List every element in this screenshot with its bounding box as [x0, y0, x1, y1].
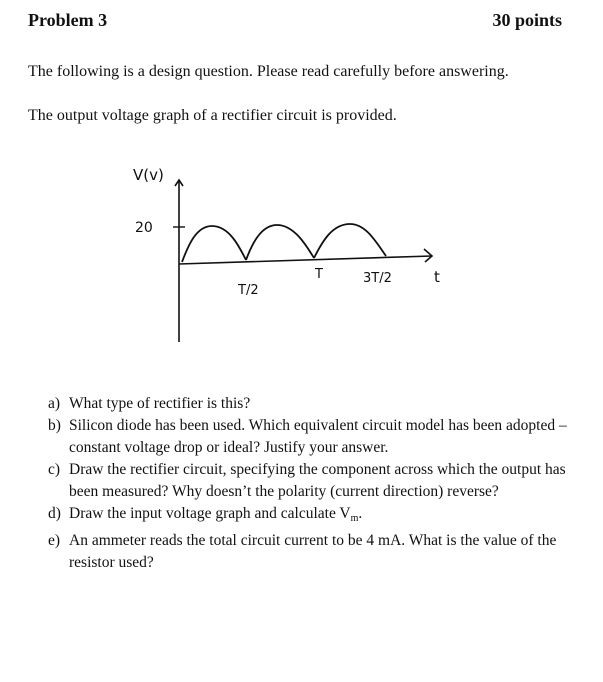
x-axis-arrow: [424, 249, 432, 262]
intro-line-2: The output voltage graph of a rectifier circuit is provided.: [28, 107, 397, 124]
hump-3: [314, 224, 386, 258]
question-letter: b): [48, 417, 61, 434]
question-letter: a): [48, 395, 61, 412]
question-letter: d): [48, 505, 61, 522]
x-tick-period: T: [315, 267, 323, 282]
question-text: Silicon diode has been used. Which equivalent circuit model has been adopted – constant voltage drop or ideal? Justify your answer.: [69, 417, 567, 456]
problem-title: Problem 3: [28, 10, 108, 30]
y-axis-label: V(v): [133, 166, 164, 184]
intro-line-1: The following is a design question. Please read carefully before answering.: [28, 63, 509, 80]
question-d: [48, 503, 573, 530]
question-b: [48, 415, 573, 459]
question-a: [48, 393, 573, 415]
x-axis-label: t: [434, 268, 440, 286]
x-tick-three-half-period: 3T/2: [363, 271, 392, 286]
question-tail: .: [358, 505, 363, 522]
question-e: [48, 530, 573, 574]
points-label: 30 points: [492, 10, 562, 30]
problem-header: [28, 10, 562, 34]
y-tick-label: 20: [135, 220, 153, 236]
y-axis-arrow: [175, 180, 183, 186]
hump-1: [182, 226, 246, 262]
question-letter: e): [48, 532, 61, 549]
question-text: What type of rectifier is this?: [69, 395, 251, 412]
question-letter: c): [48, 461, 61, 478]
x-axis: [179, 256, 432, 264]
question-text: Draw the rectifier circuit, specifying the component across which the output has been measured? Why doesn’t the polarity (current direction) reverse?: [69, 461, 566, 500]
question-text: Draw the input voltage graph and calculate V: [69, 505, 351, 522]
hump-2: [246, 225, 314, 260]
x-tick-half-period: T/2: [238, 283, 259, 298]
question-c: [48, 459, 573, 503]
vm-subscript: m: [350, 513, 359, 524]
question-list: [48, 393, 573, 574]
question-text: An ammeter reads the total circuit current to be 4 mA. What is the value of the resistor used?: [69, 532, 557, 571]
